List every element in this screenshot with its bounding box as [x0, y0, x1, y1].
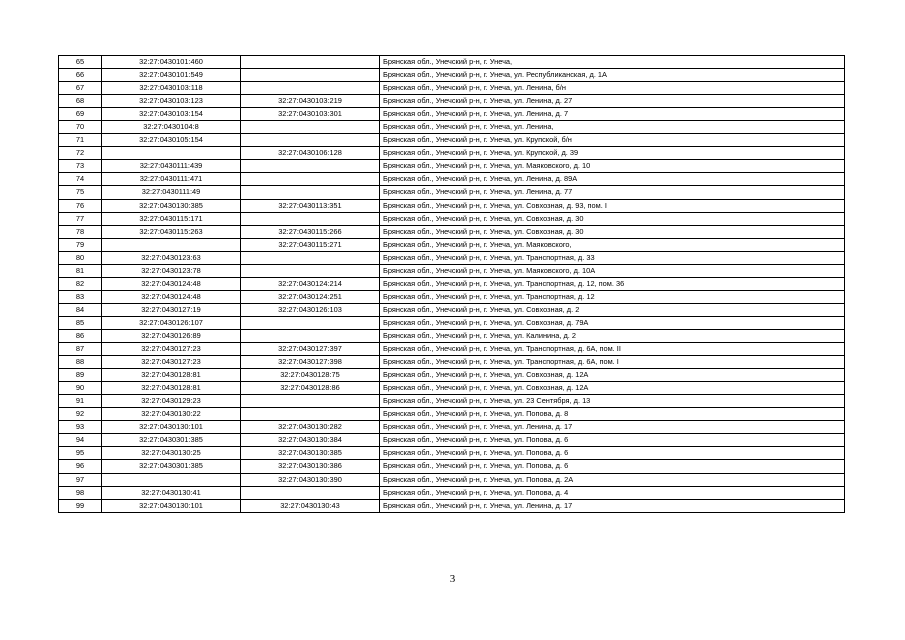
cadastral-number-cell: 32:27:0430130:22 [102, 408, 241, 421]
row-number-cell: 90 [59, 382, 102, 395]
address-cell: Брянская обл., Унечский р-н, г. Унеча, ул. Совхозная, д. 30 [380, 225, 845, 238]
address-cell: Брянская обл., Унечский р-н, г. Унеча, ул. 23 Сентября, д. 13 [380, 395, 845, 408]
row-number-cell: 77 [59, 212, 102, 225]
cadastral-number-cell [102, 473, 241, 486]
table-row [59, 82, 845, 95]
table-row [59, 447, 845, 460]
related-cadastral-number-cell: 32:27:0430103:301 [241, 108, 380, 121]
cadastral-number-cell: 32:27:0430127:19 [102, 303, 241, 316]
related-cadastral-number-cell [241, 69, 380, 82]
related-cadastral-number-cell [241, 121, 380, 134]
table-row [59, 303, 845, 316]
address-cell: Брянская обл., Унечский р-н, г. Унеча, ул. Ленина, д. 27 [380, 95, 845, 108]
address-cell: Брянская обл., Унечский р-н, г. Унеча, ул. Попова, д. 8 [380, 408, 845, 421]
row-number-cell: 98 [59, 486, 102, 499]
address-cell: Брянская обл., Унечский р-н, г. Унеча, ул. Транспортная, д. 6А, пом. II [380, 343, 845, 356]
row-number-cell: 83 [59, 290, 102, 303]
row-number-cell: 73 [59, 160, 102, 173]
row-number-cell: 74 [59, 173, 102, 186]
row-number-cell: 72 [59, 147, 102, 160]
address-cell: Брянская обл., Унечский р-н, г. Унеча, ул. Попова, д. 6 [380, 460, 845, 473]
cadastral-number-cell: 32:27:0430301:385 [102, 434, 241, 447]
address-cell: Брянская обл., Унечский р-н, г. Унеча, ул. Крупской, б/н [380, 134, 845, 147]
table-row [59, 290, 845, 303]
page-number: 3 [449, 573, 456, 585]
table-row [59, 316, 845, 329]
table-row [59, 225, 845, 238]
row-number-cell: 81 [59, 264, 102, 277]
related-cadastral-number-cell: 32:27:0430127:397 [241, 343, 380, 356]
cadastral-table [58, 55, 845, 513]
related-cadastral-number-cell [241, 134, 380, 147]
address-cell: Брянская обл., Унечский р-н, г. Унеча, ул. Транспортная, д. 33 [380, 251, 845, 264]
address-cell: Брянская обл., Унечский р-н, г. Унеча, ул. Маяковского, д. 10А [380, 264, 845, 277]
address-cell: Брянская обл., Унечский р-н, г. Унеча, ул. Совхозная, д. 79А [380, 316, 845, 329]
row-number-cell: 67 [59, 82, 102, 95]
row-number-cell: 68 [59, 95, 102, 108]
cadastral-number-cell: 32:27:0430128:81 [102, 382, 241, 395]
related-cadastral-number-cell: 32:27:0430130:384 [241, 434, 380, 447]
cadastral-number-cell: 32:27:0430130:101 [102, 499, 241, 512]
address-cell: Брянская обл., Унечский р-н, г. Унеча, ул. Попова, д. 6 [380, 434, 845, 447]
related-cadastral-number-cell [241, 56, 380, 69]
related-cadastral-number-cell: 32:27:0430124:251 [241, 290, 380, 303]
table-row [59, 69, 845, 82]
related-cadastral-number-cell [241, 264, 380, 277]
related-cadastral-number-cell [241, 329, 380, 342]
address-cell: Брянская обл., Унечский р-н, г. Унеча, ул. Попова, д. 2А [380, 473, 845, 486]
table-row [59, 238, 845, 251]
cadastral-number-cell: 32:27:0430130:41 [102, 486, 241, 499]
address-cell: Брянская обл., Унечский р-н, г. Унеча, ул. Ленина, д. 7 [380, 108, 845, 121]
address-cell: Брянская обл., Унечский р-н, г. Унеча, ул. Транспортная, д. 6А, пом. I [380, 356, 845, 369]
row-number-cell: 82 [59, 277, 102, 290]
cadastral-number-cell: 32:27:0430127:23 [102, 343, 241, 356]
address-cell: Брянская обл., Унечский р-н, г. Унеча, ул. Попова, д. 6 [380, 447, 845, 460]
cadastral-number-cell [102, 147, 241, 160]
related-cadastral-number-cell [241, 173, 380, 186]
table-row [59, 460, 845, 473]
cadastral-number-cell: 32:27:0430124:48 [102, 290, 241, 303]
row-number-cell: 89 [59, 369, 102, 382]
cadastral-number-cell: 32:27:0430123:78 [102, 264, 241, 277]
related-cadastral-number-cell: 32:27:0430127:398 [241, 356, 380, 369]
cadastral-number-cell: 32:27:0430126:89 [102, 329, 241, 342]
row-number-cell: 70 [59, 121, 102, 134]
table-row [59, 108, 845, 121]
cadastral-number-cell: 32:27:0430101:549 [102, 69, 241, 82]
address-cell: Брянская обл., Унечский р-н, г. Унеча, ул. Ленина, д. 89А [380, 173, 845, 186]
row-number-cell: 87 [59, 343, 102, 356]
table-row [59, 212, 845, 225]
address-cell: Брянская обл., Унечский р-н, г. Унеча, ул. Совхозная, д. 2 [380, 303, 845, 316]
row-number-cell: 97 [59, 473, 102, 486]
cadastral-number-cell: 32:27:0430123:63 [102, 251, 241, 264]
cadastral-number-cell: 32:27:0430111:439 [102, 160, 241, 173]
address-cell: Брянская обл., Унечский р-н, г. Унеча, ул. Республиканская, д. 1А [380, 69, 845, 82]
row-number-cell: 75 [59, 186, 102, 199]
row-number-cell: 76 [59, 199, 102, 212]
address-cell: Брянская обл., Унечский р-н, г. Унеча, ул. Совхозная, д. 12А [380, 382, 845, 395]
row-number-cell: 95 [59, 447, 102, 460]
cadastral-number-cell: 32:27:0430103:154 [102, 108, 241, 121]
address-cell: Брянская обл., Унечский р-н, г. Унеча, ул. Ленина, д. 77 [380, 186, 845, 199]
row-number-cell: 65 [59, 56, 102, 69]
row-number-cell: 99 [59, 499, 102, 512]
related-cadastral-number-cell: 32:27:0430115:271 [241, 238, 380, 251]
related-cadastral-number-cell: 32:27:0430103:219 [241, 95, 380, 108]
related-cadastral-number-cell: 32:27:0430106:128 [241, 147, 380, 160]
table-row [59, 173, 845, 186]
related-cadastral-number-cell [241, 395, 380, 408]
related-cadastral-number-cell [241, 251, 380, 264]
related-cadastral-number-cell [241, 82, 380, 95]
cadastral-number-cell: 32:27:0430111:49 [102, 186, 241, 199]
cadastral-number-cell: 32:27:0430101:460 [102, 56, 241, 69]
row-number-cell: 94 [59, 434, 102, 447]
cadastral-number-cell: 32:27:0430301:385 [102, 460, 241, 473]
row-number-cell: 96 [59, 460, 102, 473]
table-row [59, 395, 845, 408]
cadastral-number-cell: 32:27:0430103:123 [102, 95, 241, 108]
address-cell: Брянская обл., Унечский р-н, г. Унеча, ул. Ленина, б/н [380, 82, 845, 95]
row-number-cell: 88 [59, 356, 102, 369]
row-number-cell: 66 [59, 69, 102, 82]
table-row [59, 486, 845, 499]
table-row [59, 277, 845, 290]
address-cell: Брянская обл., Унечский р-н, г. Унеча, ул. Ленина, д. 17 [380, 499, 845, 512]
cadastral-number-cell: 32:27:0430130:385 [102, 199, 241, 212]
address-cell: Брянская обл., Унечский р-н, г. Унеча, ул. Ленина, [380, 121, 845, 134]
table-row [59, 134, 845, 147]
table-row [59, 329, 845, 342]
row-number-cell: 80 [59, 251, 102, 264]
address-cell: Брянская обл., Унечский р-н, г. Унеча, ул. Ленина, д. 17 [380, 421, 845, 434]
table-row [59, 56, 845, 69]
related-cadastral-number-cell [241, 486, 380, 499]
address-cell: Брянская обл., Унечский р-н, г. Унеча, ул. Калинина, д. 2 [380, 329, 845, 342]
cadastral-number-cell: 32:27:0430127:23 [102, 356, 241, 369]
address-cell: Брянская обл., Унечский р-н, г. Унеча, ул. Маяковского, [380, 238, 845, 251]
table-row [59, 499, 845, 512]
related-cadastral-number-cell [241, 160, 380, 173]
cadastral-number-cell: 32:27:0430111:471 [102, 173, 241, 186]
address-cell: Брянская обл., Унечский р-н, г. Унеча, ул. Маяковского, д. 10 [380, 160, 845, 173]
table-row [59, 382, 845, 395]
cadastral-number-cell: 32:27:0430105:154 [102, 134, 241, 147]
table-row [59, 421, 845, 434]
cadastral-number-cell: 32:27:0430130:25 [102, 447, 241, 460]
table-row [59, 121, 845, 134]
address-cell: Брянская обл., Унечский р-н, г. Унеча, ул. Крупской, д. 39 [380, 147, 845, 160]
table-row [59, 343, 845, 356]
related-cadastral-number-cell [241, 186, 380, 199]
related-cadastral-number-cell [241, 408, 380, 421]
cadastral-number-cell [102, 238, 241, 251]
cadastral-number-cell: 32:27:0430104:8 [102, 121, 241, 134]
row-number-cell: 69 [59, 108, 102, 121]
address-cell: Брянская обл., Унечский р-н, г. Унеча, ул. Транспортная, д. 12, пом. 36 [380, 277, 845, 290]
cadastral-number-cell: 32:27:0430115:263 [102, 225, 241, 238]
table-row [59, 199, 845, 212]
table-row [59, 408, 845, 421]
cadastral-number-cell: 32:27:0430103:118 [102, 82, 241, 95]
cadastral-number-cell: 32:27:0430130:101 [102, 421, 241, 434]
row-number-cell: 91 [59, 395, 102, 408]
address-cell: Брянская обл., Унечский р-н, г. Унеча, ул. Попова, д. 4 [380, 486, 845, 499]
table-row [59, 356, 845, 369]
cadastral-number-cell: 32:27:0430115:171 [102, 212, 241, 225]
related-cadastral-number-cell: 32:27:0430130:386 [241, 460, 380, 473]
related-cadastral-number-cell: 32:27:0430128:86 [241, 382, 380, 395]
table-row [59, 160, 845, 173]
related-cadastral-number-cell: 32:27:0430130:43 [241, 499, 380, 512]
cadastral-number-cell: 32:27:0430124:48 [102, 277, 241, 290]
row-number-cell: 93 [59, 421, 102, 434]
table-row [59, 434, 845, 447]
table-row [59, 147, 845, 160]
table-row [59, 369, 845, 382]
table-body [59, 56, 845, 513]
related-cadastral-number-cell [241, 212, 380, 225]
related-cadastral-number-cell: 32:27:0430126:103 [241, 303, 380, 316]
address-cell: Брянская обл., Унечский р-н, г. Унеча, ул. Транспортная, д. 12 [380, 290, 845, 303]
row-number-cell: 92 [59, 408, 102, 421]
table-row [59, 251, 845, 264]
row-number-cell: 84 [59, 303, 102, 316]
related-cadastral-number-cell [241, 316, 380, 329]
related-cadastral-number-cell: 32:27:0430130:282 [241, 421, 380, 434]
cadastral-number-cell: 32:27:0430129:23 [102, 395, 241, 408]
row-number-cell: 79 [59, 238, 102, 251]
table-row [59, 186, 845, 199]
address-cell: Брянская обл., Унечский р-н, г. Унеча, [380, 56, 845, 69]
row-number-cell: 85 [59, 316, 102, 329]
table-row [59, 95, 845, 108]
row-number-cell: 78 [59, 225, 102, 238]
related-cadastral-number-cell: 32:27:0430130:385 [241, 447, 380, 460]
related-cadastral-number-cell: 32:27:0430113:351 [241, 199, 380, 212]
table-row [59, 264, 845, 277]
address-cell: Брянская обл., Унечский р-н, г. Унеча, ул. Совхозная, д. 12А [380, 369, 845, 382]
related-cadastral-number-cell: 32:27:0430128:75 [241, 369, 380, 382]
address-cell: Брянская обл., Унечский р-н, г. Унеча, ул. Совхозная, д. 30 [380, 212, 845, 225]
table-row [59, 473, 845, 486]
cadastral-number-cell: 32:27:0430126:107 [102, 316, 241, 329]
row-number-cell: 86 [59, 329, 102, 342]
related-cadastral-number-cell: 32:27:0430115:266 [241, 225, 380, 238]
related-cadastral-number-cell: 32:27:0430130:390 [241, 473, 380, 486]
related-cadastral-number-cell: 32:27:0430124:214 [241, 277, 380, 290]
row-number-cell: 71 [59, 134, 102, 147]
address-cell: Брянская обл., Унечский р-н, г. Унеча, ул. Совхозная, д. 93, пом. I [380, 199, 845, 212]
cadastral-number-cell: 32:27:0430128:81 [102, 369, 241, 382]
